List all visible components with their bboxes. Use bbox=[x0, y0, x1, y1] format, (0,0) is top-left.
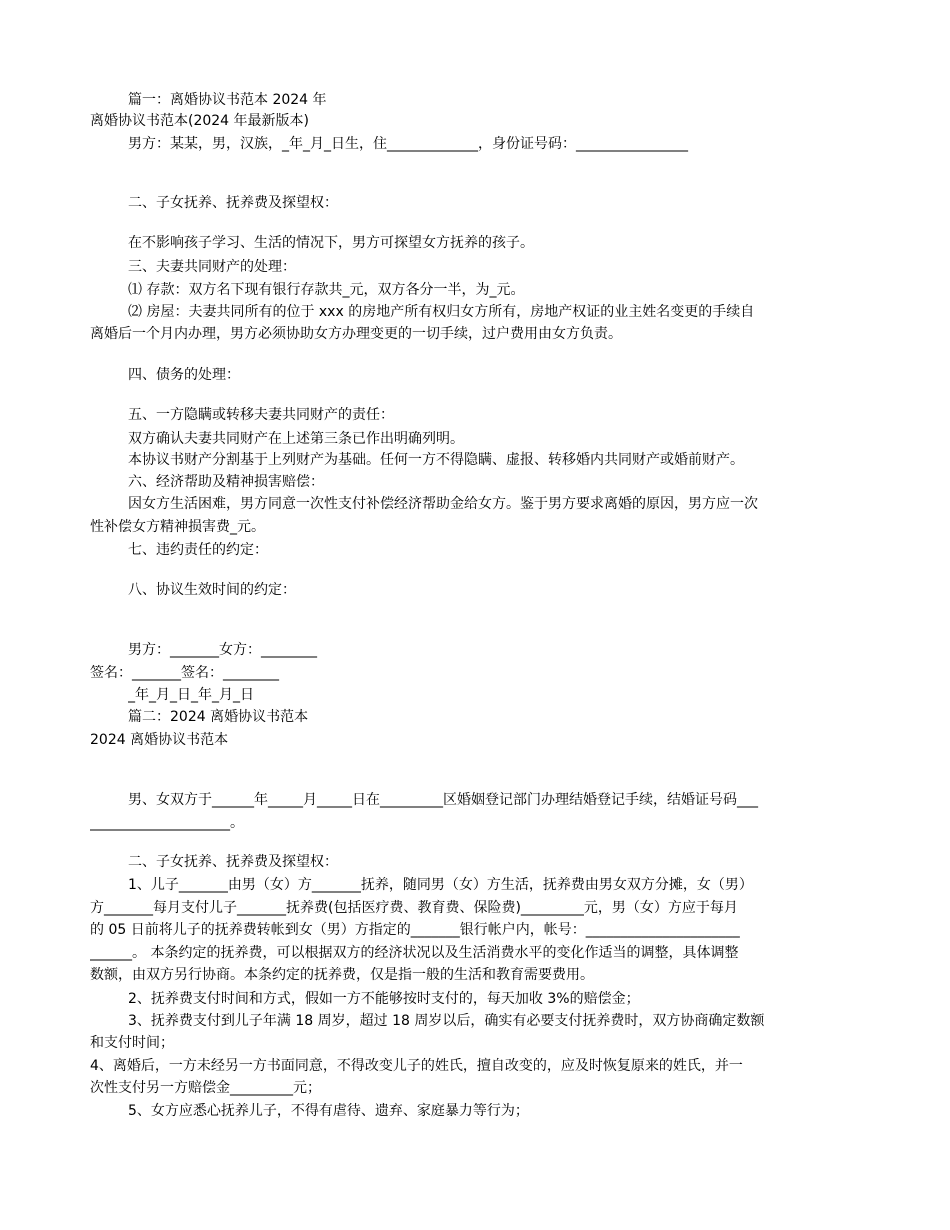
clause-text: 因女方生活困难，男方同意一次性支付补偿经济帮助金给女方。鉴于男方要求离婚的原因，男方应一次 bbox=[128, 496, 758, 512]
clause-text: ⑴ 存款：双方名下现有银行存款共_元，双方各分一半，为_元。 bbox=[128, 282, 525, 298]
document-title-two: 2024 离婚协议书范本 bbox=[90, 732, 229, 748]
clause-text: 和支付时间； bbox=[90, 1035, 174, 1051]
clause-heading: 三、夫妻共同财产的处理： bbox=[128, 259, 296, 275]
clause-text: ______。 本条约定的抚养费，可以根据双方的经济状况以及生活消费水平的变化作适当的调整，具体调整 bbox=[90, 945, 739, 961]
clause-text: 双方确认夫妻共同财产在上述第三条已作出明确列明。 bbox=[128, 431, 464, 447]
signature-dates: _年_月_日_年_月_日 bbox=[128, 687, 254, 703]
clause-text: 2、抚养费支付时间和方式，假如一方不能够按时支付的，每天加收 3%的赔偿金； bbox=[128, 991, 640, 1007]
clause-text: 3、抚养费支付到儿子年满 18 周岁，超过 18 周岁以后，确实有必要支付抚养费时，双方协商确定数额 bbox=[128, 1013, 765, 1029]
signature-names: 签名：_______签名：________ bbox=[90, 665, 279, 681]
clause-heading: 二、子女抚养、抚养费及探望权： bbox=[128, 854, 338, 870]
clause-text: 方_______每月支付儿子_______抚养费(包括医疗费、教育费、保险费)_________元，男（女）方应于每月 bbox=[90, 900, 738, 916]
marriage-registration-text: 男、女双方于______年_____月_____日在_________区婚姻登记部门办理结婚登记手续，结婚证号码___ bbox=[128, 792, 758, 808]
section-title-part-two: 篇二：2024 离婚协议书范本 bbox=[128, 709, 309, 725]
clause-text: 性补偿女方精神损害费_元。 bbox=[90, 519, 265, 535]
clause-text: 在不影响孩子学习、生活的情况下，男方可探望女方抚养的孩子。 bbox=[128, 235, 534, 251]
clause-heading: 二、子女抚养、抚养费及探望权： bbox=[128, 195, 338, 211]
clause-text: 5、女方应悉心抚养儿子，不得有虐待、遗弃、家庭暴力等行为； bbox=[128, 1103, 529, 1119]
clause-text: 1、儿子_______由男（女）方_______抚养，随同男（女）方生活，抚养费由男女双方分摊，女（男） bbox=[128, 877, 753, 893]
husband-info-line: 男方：某某，男，汉族，_年_月_日生，住_____________，身份证号码：________________ bbox=[128, 136, 688, 152]
clause-text: 次性支付另一方赔偿金_________元； bbox=[90, 1080, 321, 1096]
clause-text: 离婚后一个月内办理，男方必须协助女方办理变更的一切手续，过户费用由女方负责。 bbox=[90, 326, 622, 342]
clause-heading: 六、经济帮助及精神损害赔偿： bbox=[128, 474, 324, 490]
clause-text: 的 05 日前将儿子的抚养费转帐到女（男）方指定的_______银行帐户内，帐号：______________________ bbox=[90, 922, 740, 938]
marriage-registration-text: ____________________。 bbox=[90, 815, 244, 831]
clause-text: 本协议书财产分割基于上列财产为基础。任何一方不得隐瞒、虚报、转移婚内共同财产或婚前财产。 bbox=[128, 452, 744, 468]
clause-heading: 五、一方隐瞒或转移夫妻共同财产的责任： bbox=[128, 407, 394, 423]
signature-parties: 男方：_______女方：________ bbox=[128, 642, 317, 658]
document-title: 离婚协议书范本(2024 年最新版本) bbox=[90, 113, 310, 129]
clause-text: ⑵ 房屋：夫妻共同所有的位于 xxx 的房地产所有权归女方所有，房地产权证的业主姓名变更的手续自 bbox=[128, 304, 755, 320]
clause-heading: 八、协议生效时间的约定： bbox=[128, 582, 296, 598]
clause-text: 4、离婚后，一方未经另一方书面同意，不得改变儿子的姓氏，擅自改变的，应及时恢复原来的姓氏，并一 bbox=[90, 1058, 743, 1074]
clause-heading: 七、违约责任的约定： bbox=[128, 542, 268, 558]
section-title-part-one: 篇一：离婚协议书范本 2024 年 bbox=[128, 92, 327, 108]
clause-text: 数额，由双方另行协商。本条约定的抚养费，仅是指一般的生活和教育需要费用。 bbox=[90, 967, 594, 983]
clause-heading: 四、债务的处理： bbox=[128, 367, 240, 383]
